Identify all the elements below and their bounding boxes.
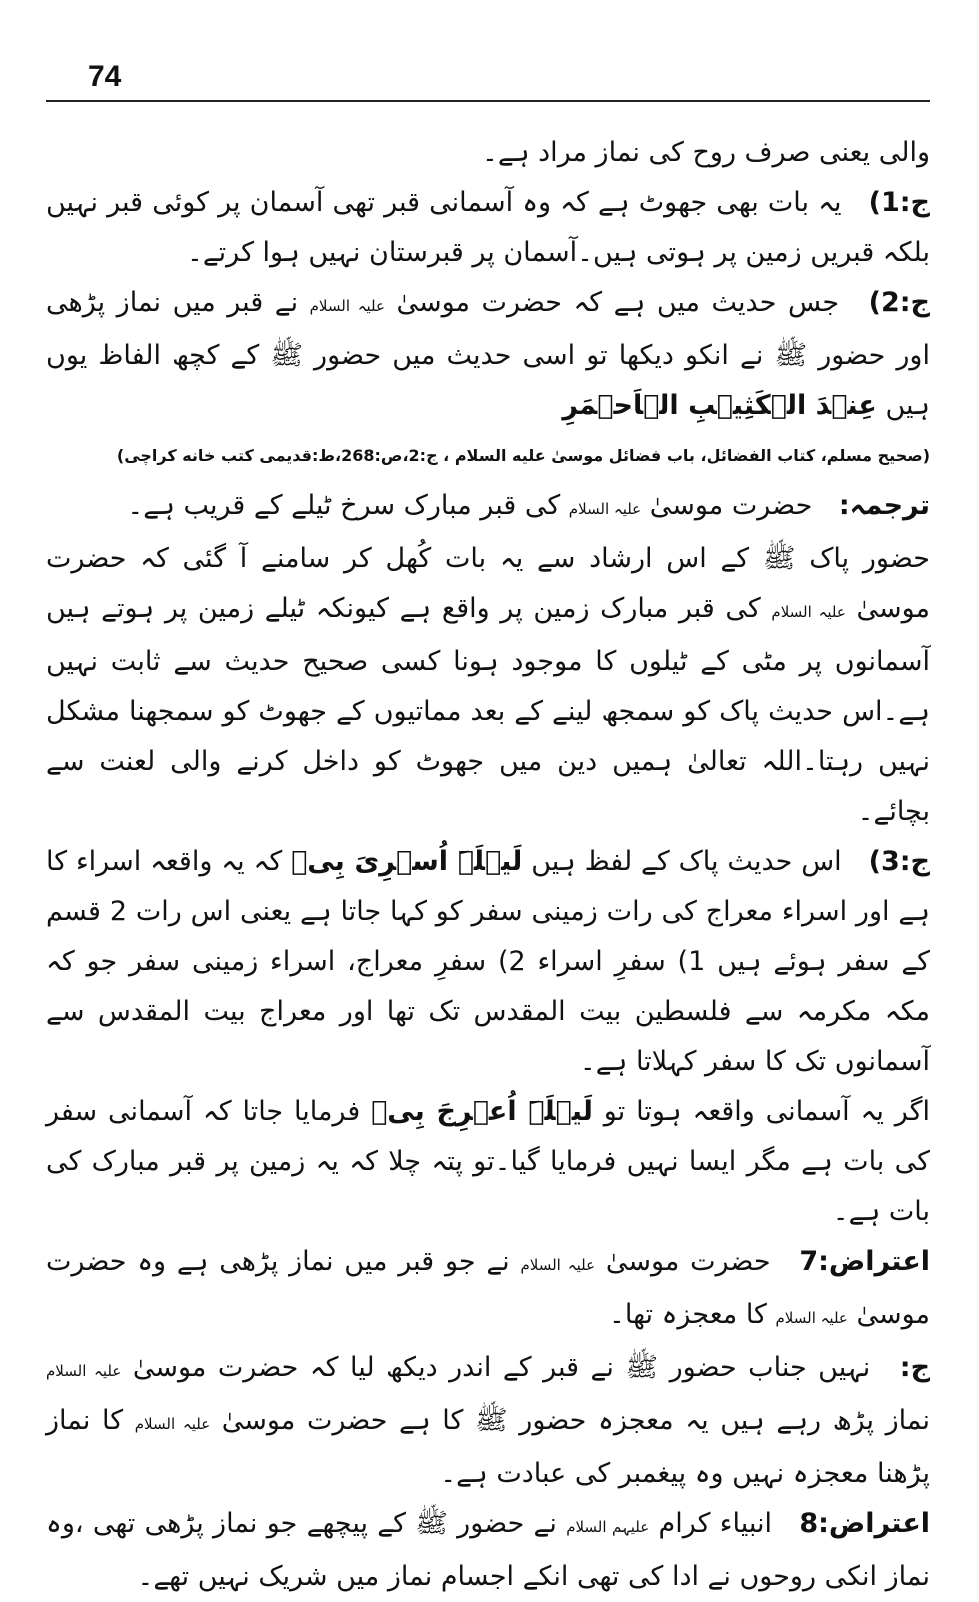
text-segment: کہ یہ واقعہ اسراء کا ہے اور اسراء معراج کی رات زمینی سفر کو کہا جاتا ہے یعنی اس رات 2 قسم کے سفر ہوئے ہیں 1) سفرِ اسراء 2) سفرِ معراج، اسراء زمینی سفر جو کہ مکہ مکرمہ سے فلسطین بیت المقدس تک تھا اور معراج بیت المقدس سے آسمانوں تک کا سفر کہلاتا ہے۔ [46,846,931,1077]
text-segment: کی قبر مبارک سرخ ٹیلے کے قریب ہے۔ [127,490,561,521]
text-segment: حضرت موسیٰ [605,1246,771,1277]
honorific-salawat: ﷺ [762,543,796,574]
text-segment: حضور پاک [809,543,930,574]
paragraph-answer-2 [46,278,930,431]
text-segment: کا ہے حضرت موسیٰ [221,1405,464,1436]
paragraph-hypothetical [46,1087,930,1237]
header-rule [46,100,930,102]
text-segment: کے اس ارشاد سے یہ بات کُھل کر سامنے آ گئی کہ حضرت موسیٰ [46,543,930,624]
honorific-alayhi-salam: علیہ السلام [309,297,385,315]
answer-label: ج:2) [868,287,930,318]
honorific-salawat: ﷺ [475,1405,508,1436]
answer-label: ج: [899,1352,931,1383]
paragraph-objection-8 [46,1499,930,1602]
translation-label: ترجمہ: [838,490,930,521]
paragraph-translation [46,481,930,534]
honorific-salawat: ﷺ [270,340,303,371]
honorific-alayhi-salam: علیہ السلام [134,1415,211,1433]
paragraph-answer-7 [46,1343,930,1499]
text-segment: نے قبر میں نماز پڑھی اور حضور [46,287,930,371]
text-segment: انبیاء کرام [658,1508,773,1539]
text-segment: نے حضور [457,1508,557,1539]
reference-citation: (صحیح مسلم، کتاب الفضائل، باب فضائل موسیٰ علیه السلام ، ج:2،ص:268،ط:قدیمی کتب خانه کراچی) [116,446,930,465]
honorific-salawat: ﷺ [625,1352,659,1383]
honorific-alayhi-salam: علیہ السلام [771,603,846,621]
text-segment: فرمایا جاتا کہ آسمانی سفر کی بات ہے مگر ایسا نہیں فرمایا گیا۔تو پتہ چلا کہ یہ زمین پر قبر مبارک کی بات ہے۔ [46,1096,930,1227]
honorific-alayhi-salam: علیہ السلام [568,500,642,518]
honorific-alayhim-salam: علیہم السلام [566,1518,650,1536]
paragraph-answer-3 [46,837,930,1087]
paragraph-0: والی یعنی صرف روح کی نماز مراد ہے۔ [482,137,930,168]
text-segment: جس حدیث میں ہے کہ حضرت موسیٰ [396,287,840,318]
text-segment: کا نماز پڑھنا معجزہ نہیں وہ پیغمبر کی عبادت ہے۔ [46,1405,930,1489]
honorific-alayhi-salam: علیہ السلام [520,1256,596,1274]
paragraph-answer-1 [46,178,930,278]
text-segment: نہیں جناب حضور [669,1352,871,1383]
text-segment: نے قبر کے اندر دیکھ لیا کہ حضرت موسیٰ [132,1352,614,1383]
text-segment: نے انکو دیکھا تو اسی حدیث میں حضور [314,340,764,371]
answer-label: ج:1) [868,187,930,218]
answer-label: ج:3) [868,846,930,877]
objection-label: اعتراض:8 [799,1508,931,1539]
page-number: 74 [88,60,122,93]
arabic-quote: لَیۡلَۃَ اُعۡرِجَ بِیۡ [371,1096,593,1127]
arabic-quote: عِنۡدَ الۡکَثِیۡبِ الۡاَحۡمَرِ [562,390,877,421]
honorific-alayhi-salam: علیہ السلام [775,1309,848,1327]
text-segment: کا معجزہ تھا۔ [609,1299,767,1330]
page-body [46,128,930,1602]
objection-label: اعتراض:7 [799,1246,931,1277]
text-segment: کی قبر مبارک زمین پر واقع ہے کیونکہ ٹیلے زمین پر ہوتے ہیں آسمانوں پر مٹی کے ٹیلوں کا موجود ہونا کسی صحیح حدیث سے ثابت نہیں ہے۔اس حدیث پاک کو سمجھ لینے کے بعد مماتیوں کے جھوٹ کو سمجھنا مشکل نہیں رہتا۔اللہ تعالیٰ ہمیں دین میں جھوٹ کو داخل کرنے والی لعنت سے بچائے۔ [46,593,930,827]
paragraph-explanation [46,534,930,837]
honorific-alayhi-salam: علیہ السلام [46,1362,122,1380]
honorific-salawat: ﷺ [415,1508,448,1539]
honorific-salawat: ﷺ [774,340,808,371]
text-segment: اگر یہ آسمانی واقعہ ہوتا تو [603,1096,930,1127]
text-segment: نماز پڑھ رہے ہیں یہ معجزہ حضور [519,1405,930,1436]
text-segment: اس حدیث پاک کے لفظ ہیں [531,846,842,877]
arabic-quote: لَیۡلَۃَ اُسۡرِیَ بِیۡ [291,846,523,877]
paragraph-objection-7 [46,1237,930,1343]
text-segment: حضرت موسیٰ [649,490,813,521]
text-segment: کے پیچھے جو نماز پڑھی تھی ،وہ نماز انکی روحوں نے ادا کی تھی انکے اجسام نماز میں شریک نہیں تھے۔ [46,1508,930,1592]
text-segment: نے جو قبر میں نماز پڑھی ہے وہ حضرت موسیٰ [46,1246,930,1330]
paragraph-text: یہ بات بھی جھوٹ ہے کہ وہ آسمانی قبر تھی آسمان پر کوئی قبر نہیں بلکہ قبریں زمین پر ہوتی ہیں۔آسمان پر قبرستان نہیں ہوا کرتے۔ [46,187,930,268]
text-segment: کے کچھ الفاظ یوں ہیں [46,340,930,421]
